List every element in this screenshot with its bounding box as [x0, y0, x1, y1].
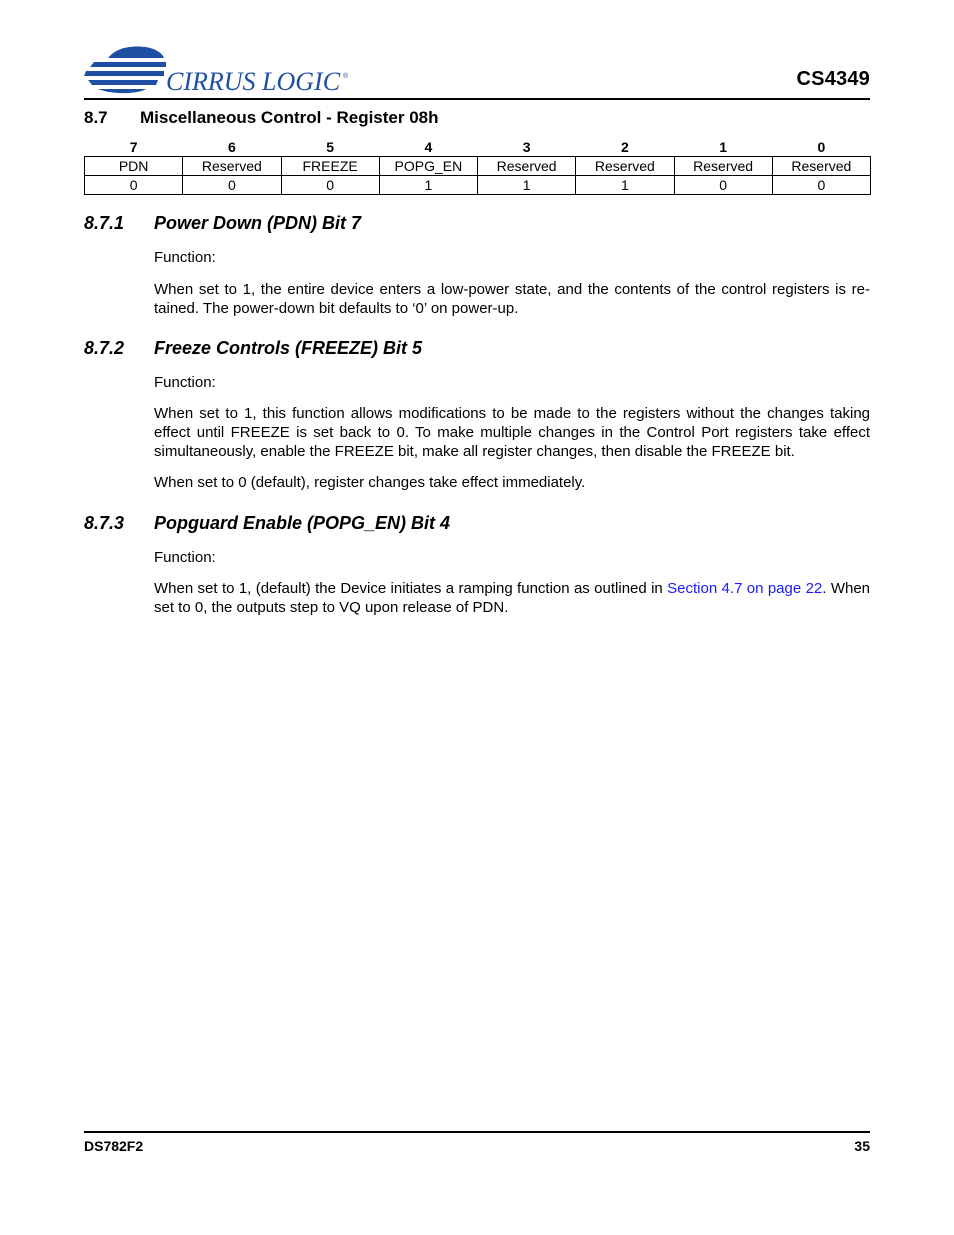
default-value: 1: [576, 176, 674, 195]
bit-name: Reserved: [772, 157, 870, 176]
page-number: 35: [854, 1138, 870, 1154]
section-4-7-link[interactable]: Section 4.7 on page 22: [667, 580, 823, 597]
subsection-number: 8.7.1: [84, 213, 125, 233]
subsection-number: 8.7.3: [84, 513, 125, 533]
function-label: Function:: [154, 249, 216, 266]
subsection-number: 8.7.2: [84, 338, 125, 358]
paragraph-text: . When set to 0, the outputs step to VQ upon release of PDN.: [154, 580, 871, 616]
default-value: 0: [281, 176, 379, 195]
default-value: 0: [85, 176, 183, 195]
bit-number: 5: [326, 139, 335, 155]
bit-number: 2: [620, 139, 629, 155]
bit-number-row: [85, 138, 871, 157]
function-label: Function:: [154, 374, 216, 391]
bit-name: Reserved: [478, 157, 576, 176]
bit-number: 7: [129, 139, 138, 155]
register-table: [84, 138, 871, 195]
default-value: 1: [478, 176, 576, 195]
bit-name: Reserved: [576, 157, 674, 176]
bit-number: 4: [424, 139, 433, 155]
bit-name-row: [85, 157, 871, 176]
subsection-heading-popg: [84, 513, 450, 534]
subsection-title: Power Down (PDN) Bit 7: [154, 213, 362, 233]
bit-name: PDN: [85, 157, 183, 176]
paragraph-text: When set to 1, (default) the Device initiates a ramping function as outlined in: [154, 580, 668, 597]
default-value: 1: [379, 176, 477, 195]
page-header: [84, 44, 870, 104]
bit-number: 0: [817, 139, 826, 155]
bit-name: Reserved: [674, 157, 772, 176]
default-value-row: [85, 176, 871, 195]
logo-wordmark: CIRRUS LOGIC: [166, 67, 341, 96]
section-title: [84, 108, 439, 128]
subsection-title: Popguard Enable (POPG_EN) Bit 4: [154, 513, 451, 533]
subsection-heading-freeze: [84, 338, 422, 359]
section-number: 8.7: [84, 108, 108, 127]
body-paragraph: When set to 1, this function allows modifications to be made to the registers without the changes taking effect until FREEZE is set back to 0. To make multiple changes in the Control Port registers take effect simultaneously, enable the FREEZE bit, make all register changes, then disable the FREEZE bit.: [154, 405, 870, 460]
registered-mark: ®: [343, 73, 349, 80]
body-paragraph: When set to 0 (default), register changes take effect immediately.: [154, 474, 586, 491]
body-paragraph: When set to 1, the entire device enters a low-power state, and the contents of the control registers is re-tained. The power-down bit defaults to ‘0’ on power-up.: [154, 281, 870, 317]
default-value: 0: [772, 176, 870, 195]
default-value: 0: [674, 176, 772, 195]
bit-name: FREEZE: [281, 157, 379, 176]
subsection-heading-pdn: [84, 213, 361, 234]
section-title-text: Miscellaneous Control - Register 08h: [140, 108, 439, 127]
bit-name: POPG_EN: [379, 157, 477, 176]
cirrus-logic-logo: [84, 44, 354, 96]
bit-name: Reserved: [183, 157, 281, 176]
function-label: Function:: [154, 549, 216, 566]
part-number: CS4349: [796, 68, 870, 90]
body-paragraph: [154, 579, 870, 617]
bit-number: 6: [227, 139, 236, 155]
default-value: 0: [183, 176, 281, 195]
bit-number: 3: [522, 139, 531, 155]
subsection-title: Freeze Controls (FREEZE) Bit 5: [154, 338, 423, 358]
header-rule: [84, 98, 870, 100]
document-id: DS782F2: [84, 1138, 144, 1154]
footer-rule: [84, 1131, 870, 1133]
bit-number: 1: [719, 139, 728, 155]
